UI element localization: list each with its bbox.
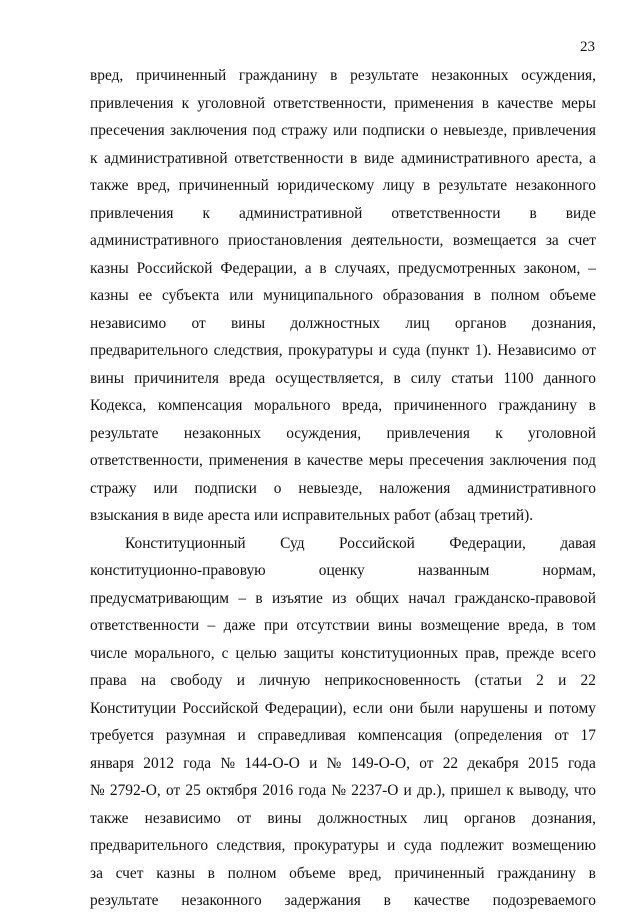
text-line — [90, 750, 596, 778]
text-line — [90, 337, 596, 365]
word: субъекта — [162, 287, 220, 304]
word: незаконного — [181, 892, 262, 909]
text-line — [90, 502, 596, 530]
word: подлежит — [440, 837, 504, 854]
word: Федерации, — [220, 259, 297, 277]
word: и — [387, 837, 396, 854]
word: дознания, — [531, 809, 596, 827]
word: отсутствии — [296, 617, 370, 634]
word: вред, — [136, 177, 171, 194]
word: за — [90, 864, 103, 882]
word: данного — [543, 369, 596, 387]
word: октября — [205, 782, 258, 799]
word: ответственности, — [273, 94, 387, 112]
word: на — [140, 672, 156, 689]
word: разумная — [165, 727, 226, 744]
word: компенсация — [357, 727, 443, 744]
word: свободу — [170, 672, 223, 689]
word: гражданину — [497, 864, 576, 882]
word: меры — [368, 452, 404, 469]
word: (абзац — [434, 507, 476, 524]
paragraph — [90, 530, 596, 915]
word: от — [191, 314, 206, 332]
word: (статьи — [474, 672, 522, 689]
body-text — [90, 62, 596, 915]
word: причиненный — [135, 67, 227, 84]
word: прокуратуры — [293, 837, 379, 854]
word: возмещается — [452, 232, 537, 249]
word: Российской — [182, 699, 259, 717]
word: уголовной — [528, 424, 596, 442]
word: осуждения, — [286, 424, 362, 442]
word: невыезде, — [298, 479, 363, 497]
word: суда — [392, 342, 421, 359]
word: стражу — [281, 122, 328, 139]
word: прежде — [506, 644, 555, 662]
word: Конституционный — [125, 534, 246, 552]
text-line — [90, 887, 596, 915]
word: № — [90, 782, 105, 799]
word: Российской — [339, 534, 415, 552]
word: вред, — [348, 864, 382, 882]
word: числе — [90, 644, 128, 662]
word: в — [162, 507, 170, 524]
word: административной — [104, 149, 228, 167]
word: Независимо — [497, 342, 577, 359]
text-line — [90, 832, 596, 860]
text-line — [90, 722, 596, 750]
word: Суд — [280, 534, 305, 552]
word: вреда — [228, 369, 266, 387]
word: в — [293, 452, 302, 469]
word: ответственности — [90, 617, 200, 634]
word: с — [221, 644, 229, 662]
word: оценку — [318, 562, 365, 579]
word: из — [332, 589, 347, 607]
word: 2237-О — [351, 782, 399, 799]
word: или — [153, 479, 178, 497]
word: лиц — [423, 809, 448, 827]
word: от — [581, 342, 596, 359]
word: морального, — [134, 644, 215, 662]
word: выводу, — [518, 782, 569, 799]
word: предусмотренных — [397, 259, 516, 277]
word: в — [529, 204, 537, 222]
word: или — [229, 287, 254, 304]
word: исправительных — [282, 507, 390, 524]
word: лицу — [382, 177, 415, 194]
text-line — [90, 475, 596, 503]
text-line — [90, 227, 596, 255]
text-line — [90, 612, 596, 640]
word: потому — [548, 699, 596, 717]
word: привлечения — [512, 122, 596, 139]
word: конституционных — [340, 644, 459, 662]
word: к — [181, 94, 190, 112]
word: применения — [208, 452, 289, 469]
word: года — [567, 754, 596, 772]
word: объеме — [549, 287, 596, 304]
word: (определения — [454, 727, 543, 744]
word: 2792-О, — [109, 782, 161, 799]
text-line — [90, 310, 596, 338]
word: 2015 — [527, 754, 559, 772]
word: были — [419, 699, 454, 717]
word: гражданско-правовой — [454, 589, 596, 607]
word: качестве — [413, 892, 470, 909]
word: от — [419, 754, 434, 772]
word: наложения — [379, 479, 451, 497]
word: полном — [490, 287, 540, 304]
word: неприкосновенность — [324, 672, 461, 689]
word: к — [202, 204, 210, 222]
word: 144-О-О — [244, 754, 300, 772]
word: в — [207, 864, 215, 882]
word: результате — [438, 177, 508, 194]
word: ответственности, — [90, 452, 203, 469]
word: – — [207, 617, 216, 634]
word: возмещение — [420, 617, 500, 634]
text-line — [90, 860, 596, 888]
word: незаконных — [431, 67, 509, 84]
word: случаях, — [334, 259, 390, 277]
word: к — [506, 782, 514, 799]
word: административного — [467, 479, 596, 497]
word: прокуратуры — [288, 342, 374, 359]
word: ареста, — [536, 149, 583, 167]
word: казны — [156, 864, 195, 882]
text-line — [90, 117, 596, 145]
word: суда — [403, 837, 432, 854]
word: Конституции — [90, 699, 177, 717]
word: статьи — [451, 369, 494, 387]
word: вины — [377, 617, 412, 634]
word: 1). — [474, 342, 492, 359]
word: образования — [382, 287, 464, 304]
word: незаконного — [515, 177, 596, 194]
word: дознания, — [531, 314, 596, 332]
word: Федерации), — [264, 699, 347, 717]
word: муниципального — [263, 287, 373, 304]
word: при — [263, 617, 289, 634]
word: органов — [463, 809, 516, 827]
word: казны — [90, 259, 129, 277]
word: в — [556, 617, 564, 634]
word: – — [238, 589, 247, 607]
word: года — [183, 754, 212, 772]
word: счет — [115, 864, 144, 882]
word: в — [330, 67, 338, 84]
word: Российской — [136, 259, 213, 277]
word: подозреваемого — [492, 892, 596, 909]
text-line — [90, 420, 596, 448]
word: виде — [565, 204, 596, 222]
word: и — [236, 672, 245, 689]
word: (пункт — [426, 342, 470, 359]
word: административной — [239, 204, 363, 222]
word: декабря — [467, 754, 519, 772]
word: в — [255, 589, 263, 607]
paragraph — [90, 62, 596, 530]
text-line — [90, 145, 596, 173]
text-line — [90, 667, 596, 695]
word: объеме — [289, 864, 336, 882]
word: результате — [90, 892, 159, 909]
word: работ — [393, 507, 431, 524]
word: и — [558, 672, 567, 689]
word: вреда, — [508, 617, 549, 634]
word: том — [572, 617, 596, 634]
word: качестве — [497, 94, 554, 112]
word: права — [90, 672, 127, 689]
word: административного — [400, 149, 530, 167]
word: в — [393, 369, 401, 387]
word: пресечения — [90, 122, 165, 139]
word: лиц — [405, 314, 430, 332]
word: изъятие — [271, 589, 323, 607]
word: или — [333, 122, 358, 139]
word: вины — [90, 369, 125, 387]
word: невыезде, — [443, 122, 508, 139]
word: защиты — [283, 644, 334, 662]
word: следствия, — [213, 342, 283, 359]
word: счет — [568, 232, 596, 249]
page-number: 23 — [580, 39, 595, 55]
word: а — [589, 149, 596, 167]
word: предварительного — [90, 837, 209, 854]
word: привлечения — [90, 204, 174, 222]
word: названным — [417, 562, 490, 579]
word: прав, — [465, 644, 500, 662]
word: меры — [561, 94, 596, 112]
text-line — [90, 530, 596, 558]
text-line — [90, 62, 596, 90]
word: от — [237, 809, 252, 827]
word: в — [481, 94, 490, 112]
word: и — [534, 699, 543, 717]
word: причиненный — [178, 177, 269, 194]
word: к — [495, 424, 503, 442]
word: требуется — [90, 727, 154, 744]
word: справедливая — [257, 727, 346, 744]
word: также — [90, 809, 129, 827]
word: 25 — [185, 782, 201, 799]
word: нарушены — [460, 699, 528, 717]
text-line — [90, 392, 596, 420]
word: – — [588, 259, 596, 277]
word: виде — [173, 507, 204, 524]
text-line — [90, 90, 596, 118]
text-line — [90, 557, 596, 585]
word: причиненный — [394, 864, 485, 882]
word: что — [574, 782, 596, 799]
word: причинителя — [134, 369, 219, 387]
word: заключения — [489, 452, 567, 469]
word: вины — [230, 314, 266, 332]
word: и — [309, 754, 318, 772]
word: качестве — [306, 452, 363, 469]
word: подписки — [194, 479, 257, 497]
text-line — [90, 365, 596, 393]
word: в — [319, 259, 327, 277]
word: если — [352, 699, 383, 717]
word: должностных — [290, 314, 381, 332]
word: привлечения — [90, 94, 174, 112]
word: виде — [363, 149, 395, 167]
text-line — [90, 255, 596, 283]
word: в — [383, 892, 391, 909]
word: общих — [355, 589, 400, 607]
word: применения — [394, 94, 474, 112]
word: начал — [408, 589, 446, 607]
word: др.), — [416, 782, 446, 799]
word: предварительного — [90, 342, 209, 359]
word: независимо — [90, 314, 167, 332]
word: 17 — [580, 727, 596, 744]
word: следствия, — [216, 837, 286, 854]
word: от — [165, 782, 181, 799]
word: нормам, — [542, 562, 596, 579]
word: вред, — [90, 67, 124, 84]
word: всего — [561, 644, 596, 662]
word: силу — [410, 369, 442, 387]
text-line — [90, 447, 596, 475]
word: морального — [254, 397, 331, 414]
word: осуществляется, — [275, 369, 384, 387]
word: приостановления — [228, 232, 343, 249]
word: 2016 — [262, 782, 294, 799]
word: января — [90, 754, 134, 772]
word: целью — [235, 644, 277, 662]
word: Федерации, — [449, 534, 526, 552]
word: административного — [90, 232, 219, 249]
word: за — [545, 232, 559, 249]
word: результате — [90, 424, 159, 442]
word: ареста — [207, 507, 250, 524]
word: законом, — [523, 259, 581, 277]
word: полном — [227, 864, 277, 882]
word: стражу — [90, 479, 137, 497]
word: и — [403, 782, 412, 799]
word: под — [252, 122, 276, 139]
word: в — [588, 864, 596, 882]
word: ее — [138, 287, 153, 304]
word: о — [430, 122, 438, 139]
word: даже — [223, 617, 256, 634]
word: гражданину — [498, 397, 577, 414]
word: они — [389, 699, 414, 717]
word: 149-О-О, — [350, 754, 410, 772]
word: от — [554, 727, 569, 744]
word: деятельности, — [351, 232, 444, 249]
word: под — [572, 452, 596, 469]
text-line — [90, 640, 596, 668]
text-line — [90, 200, 596, 228]
word: 22 — [442, 754, 459, 772]
word: компенсация — [157, 397, 243, 414]
word: в — [588, 397, 596, 414]
word: казны — [90, 287, 129, 304]
text-line — [90, 172, 596, 200]
word: в — [422, 177, 431, 194]
text-line — [90, 282, 596, 310]
word: и — [378, 342, 387, 359]
word: личную — [259, 672, 311, 689]
word: должностных — [317, 809, 408, 827]
word: также — [90, 177, 129, 194]
word: Кодекса, — [90, 397, 147, 414]
word: задержания — [284, 892, 361, 909]
word: 22 — [580, 672, 596, 689]
word: 2 — [536, 672, 544, 689]
text-line — [90, 695, 596, 723]
word: независимо — [144, 809, 221, 827]
word: года — [298, 782, 327, 799]
word: и — [237, 727, 246, 744]
word: 2012 — [143, 754, 175, 772]
text-line — [90, 585, 596, 613]
word: в — [350, 149, 358, 167]
word: пресечения — [409, 452, 484, 469]
word: вреда, — [342, 397, 383, 414]
word: пришел — [450, 782, 502, 799]
text-line — [90, 805, 596, 833]
word: № — [220, 754, 236, 772]
word: № — [326, 754, 342, 772]
word: вины — [267, 809, 302, 827]
word: о — [273, 479, 282, 497]
word: в — [473, 287, 482, 304]
word: конституционно-правовую — [90, 562, 266, 579]
word: привлечения — [386, 424, 470, 442]
word: к — [90, 149, 98, 167]
word: давая — [560, 534, 596, 552]
word: подписки — [362, 122, 425, 139]
word: № — [331, 782, 347, 799]
word: ответственности — [391, 204, 501, 222]
word: или — [253, 507, 279, 524]
word: предусматривающим — [90, 589, 230, 607]
word: уголовной — [197, 94, 266, 112]
text-line — [90, 777, 596, 805]
word: 1100 — [503, 369, 534, 387]
word: ответственности — [234, 149, 344, 167]
word: а — [304, 259, 312, 277]
word: органов — [454, 314, 507, 332]
word: осуждения, — [521, 67, 596, 84]
word: третий). — [479, 507, 534, 524]
word: незаконных — [183, 424, 261, 442]
word: гражданину — [238, 67, 318, 84]
word: взыскания — [90, 507, 159, 524]
word: возмещению — [512, 837, 596, 854]
word: результате — [350, 67, 419, 84]
word: юридическому — [277, 177, 375, 194]
word: заключения — [170, 122, 248, 139]
word: причиненного — [393, 397, 487, 414]
